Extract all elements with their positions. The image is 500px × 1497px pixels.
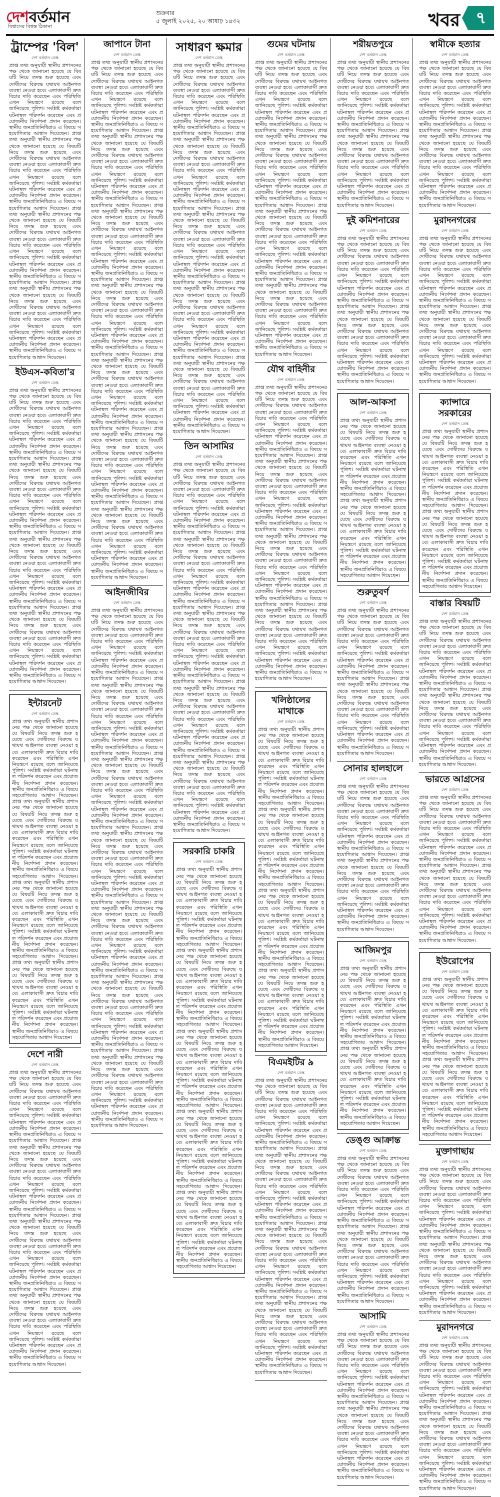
article-body: প্রাপ্ত তথ্য অনুযায়ী স্থানীয় প্রশাসনের পক্ষ থেকে জানানো হয়েছে যে বিষয়টি নিয়ে তদন্ত শুরু হয়েছে এবং দোষীদের বিরুদ্ধে যথাযথ আইনগত ব্যবস্থা নেওয়া হবে। এলাকাবাসী দ্রুত বিচার দাবি করেছেন এবং পরিস্থিতি এখন নিয়ন্ত্রণে রয়েছে বলে জানিয়েছে পুলিশ। সংশ্লিষ্ট কর্মকর্তারা ঘটনাস্থল পরিদর্শন করেছেন এবং প্রয়োজনীয় নির্দেশনা প্রদান করেছেন। স্থানীয় জনপ্রতিনিধিরাও এ বিষয়ে সহযোগিতার আশ্বাস দিয়েছেন। প্রাপ্ত তথ্য অনুযায়ী স্থানীয় প্রশাসনের পক্ষ থেকে জানানো হয়েছে যে বিষয়টি নিয়ে তদন্ত শুরু হয়েছে এবং দোষীদের বিরুদ্ধে যথাযথ আইনগত ব্যবস্থা নেওয়া হবে। এলাকাবাসী দ্রুত বিচার দাবি করেছেন এবং পরিস্থিতি এখন নিয়ন্ত্রণে রয়েছে বলে জানিয়েছে পুলিশ। সংশ্লিষ্ট কর্মকর্তারা ঘটনাস্থল পরিদর্শন করেছেন এবং প্রয়োজনীয় নির্দেশনা প্রদান করেছেন। স্থানীয় জনপ্রতিনিধিরাও এ বিষয়ে সহযোগিতার আশ্বাস দিয়েছেন।: [419, 619, 491, 768]
article-body: প্রাপ্ত তথ্য অনুযায়ী স্থানীয় প্রশাসনের পক্ষ থেকে জানানো হয়েছে যে বিষয়টি নিয়ে তদন্ত শুরু হয়েছে এবং দোষীদের বিরুদ্ধে যথাযথ আইনগত ব্যবস্থা নেওয়া হবে। এলাকাবাসী দ্রুত বিচার দাবি করেছেন এবং পরিস্থিতি এখন নিয়ন্ত্রণে রয়েছে বলে জানিয়েছে পুলিশ। সংশ্লিষ্ট কর্মকর্তারা ঘটনাস্থল পরিদর্শন করেছেন এবং প্রয়োজনীয় নির্দেশনা প্রদান করেছেন। স্থানীয় জনপ্রতিনিধিরাও এ বিষয়ে সহযোগিতার আশ্বাস দিয়েছেন। প্রাপ্ত তথ্য অনুযায়ী স্থানীয় প্রশাসনের পক্ষ থেকে জানানো হয়েছে যে বিষয়টি নিয়ে তদন্ত শুরু হয়েছে এবং দোষীদের বিরুদ্ধে যথাযথ আইনগত ব্যবস্থা নেওয়া হবে। এলাকাবাসী দ্রুত বিচার দাবি করেছেন এবং পরিস্থিতি এখন নিয়ন্ত্রণে রয়েছে বলে জানিয়েছে পুলিশ। সংশ্লিষ্ট কর্মকর্তারা ঘটনাস্থল পরিদর্শন করেছেন এবং প্রয়োজনীয় নির্দেশনা প্রদান করেছেন। স্থানীয় জনপ্রতিনিধিরাও এ বিষয়ে সহযোগিতার আশ্বাস দিয়েছেন। প্রাপ্ত তথ্য অনুযায়ী স্থানীয় প্রশাসনের পক্ষ থেকে জানানো হয়েছে যে বিষয়টি নিয়ে তদন্ত শুরু হয়েছে এবং দোষীদের বিরুদ্ধে যথাযথ আইনগত ব্যবস্থা নেওয়া হবে। এলাকাবাসী দ্রুত বিচার দাবি করেছেন এবং পরিস্থিতি এখন নিয়ন্ত্রণে রয়েছে বলে জানিয়েছে পুলিশ। সংশ্লিষ্ট কর্মকর্তারা ঘটনাস্থল পরিদর্শন করেছেন এবং প্রয়োজনীয় নির্দেশনা প্রদান করেছেন। স্থানীয় জনপ্রতিনিধিরাও এ বিষয়ে সহযোগিতার আশ্বাস দিয়েছেন। প্রাপ্ত তথ্য অনুযায়ী স্থানীয় প্রশাসনের পক্ষ থেকে জানানো হয়েছে যে বিষয়টি নিয়ে তদন্ত শুরু হয়েছে এবং দোষীদের বিরুদ্ধে যথাযথ আইনগত ব্যবস্থা নেওয়া হবে। এলাকাবাসী দ্রুত বিচার দাবি করেছেন এবং পরিস্থিতি এখন নিয়ন্ত্রণে রয়েছে বলে জানিয়েছে পুলিশ। সংশ্লিষ্ট কর্মকর্তারা ঘটনাস্থল পরিদর্শন করেছেন এবং প্রয়োজনীয় নির্দেশনা প্রদান করেছেন। স্থানীয় জনপ্রতিনিধিরাও এ বিষয়ে সহযোগিতার আশ্বাস দিয়েছেন। প্রাপ্ত তথ্য অনুযায়ী স্থানীয় প্রশাসনের পক্ষ থেকে জানানো হয়েছে যে বিষয়টি নিয়ে তদন্ত শুরু হয়েছে এবং দোষীদের বিরুদ্ধে যথাযথ আইনগত ব্যবস্থা নেওয়া হবে। এলাকাবাসী দ্রুত বিচার দাবি করেছেন এবং পরিস্থিতি এখন নিয়ন্ত্রণে রয়েছে বলে জানিয়েছে পুলিশ। সংশ্লিষ্ট কর্মকর্তারা ঘটনাস্থল পরিদর্শন করেছেন এবং প্রয়োজনীয় নির্দেশনা প্রদান করেছেন। স্থানীয় জনপ্রতিনিধিরাও এ বিষয়ে সহযোগিতার আশ্বাস দিয়েছেন।: [176, 867, 242, 1271]
divider: [337, 1485, 409, 1486]
article-dateline: দেশ বর্তমান ডেস্ক: [359, 775, 387, 781]
article-dateline: দেশ বর্তমান ডেস্ক: [31, 1062, 59, 1068]
article-dateline: দেশ বর্তমান ডেস্ক: [113, 600, 141, 606]
article-body: প্রাপ্ত তথ্য অনুযায়ী স্থানীয় প্রশাসনের পক্ষ থেকে জানানো হয়েছে যে বিষয়টি নিয়ে তদন্ত শুরু হয়েছে এবং দোষীদের বিরুদ্ধে যথাযথ আইনগত ব্যবস্থা নেওয়া হবে। এলাকাবাসী দ্রুত বিচার দাবি করেছেন এবং পরিস্থিতি এখন নিয়ন্ত্রণে রয়েছে বলে জানিয়েছে পুলিশ। সংশ্লিষ্ট কর্মকর্তারা ঘটনাস্থল পরিদর্শন করেছেন এবং প্রয়োজনীয় নির্দেশনা প্রদান করেছেন। স্থানীয় জনপ্রতিনিধিরাও এ বিষয়ে সহযোগিতার আশ্বাস দিয়েছেন। প্রাপ্ত তথ্য অনুযায়ী স্থানীয় প্রশাসনের পক্ষ থেকে জানানো হয়েছে যে বিষয়টি নিয়ে তদন্ত শুরু হয়েছে এবং দোষীদের বিরুদ্ধে যথাযথ আইনগত ব্যবস্থা নেওয়া হবে। এলাকাবাসী দ্রুত বিচার দাবি করেছেন এবং পরিস্থিতি এখন নিয়ন্ত্রণে রয়েছে বলে জানিয়েছে পুলিশ। সংশ্লিষ্ট কর্মকর্তারা ঘটনাস্থল পরিদর্শন করেছেন এবং প্রয়োজনীয় নির্দেশনা প্রদান করেছেন। স্থানীয় জনপ্রতিনিধিরাও এ বিষয়ে সহযোগিতার আশ্বাস দিয়েছেন।: [337, 1156, 409, 1305]
article-headline[interactable]: আজিমপুর: [354, 945, 392, 956]
article-dateline: দেশ বর্তমান ডেস্ক: [277, 718, 305, 724]
article-headline[interactable]: মুরাদনগরের: [433, 215, 477, 226]
divider: [419, 213, 491, 214]
article-dateline: দেশ বর্তমান ডেস্ক: [441, 420, 469, 426]
article-headline[interactable]: মুরাদনগরে: [436, 1322, 474, 1333]
divider: [255, 1055, 327, 1056]
article-body: প্রাপ্ত তথ্য অনুযায়ী স্থানীয় প্রশাসনের পক্ষ থেকে জানানো হয়েছে যে বিষয়টি নিয়ে তদন্ত শুরু হয়েছে এবং দোষীদের বিরুদ্ধে যথাযথ আইনগত ব্যবস্থা নেওয়া হবে। এলাকাবাসী দ্রুত বিচার দাবি করেছেন এবং পরিস্থিতি এখন নিয়ন্ত্রণে রয়েছে বলে জানিয়েছে পুলিশ। সংশ্লিষ্ট কর্মকর্তারা ঘটনাস্থল পরিদর্শন করেছেন এবং প্রয়োজনীয় নির্দেশনা প্রদান করেছেন। স্থানীয় জনপ্রতিনিধিরাও এ বিষয়ে সহযোগিতার আশ্বাস দিয়েছেন। প্রাপ্ত তথ্য অনুযায়ী স্থানীয় প্রশাসনের পক্ষ থেকে জানানো হয়েছে যে বিষয়টি নিয়ে তদন্ত শুরু হয়েছে এবং দোষীদের বিরুদ্ধে যথাযথ আইনগত ব্যবস্থা নেওয়া হবে। এলাকাবাসী দ্রুত বিচার দাবি করেছেন এবং পরিস্থিতি এখন নিয়ন্ত্রণে রয়েছে বলে জানিয়েছে পুলিশ। সংশ্লিষ্ট কর্মকর্তারা ঘটনাস্থল পরিদর্শন করেছেন এবং প্রয়োজনীয় নির্দেশনা প্রদান করেছেন। স্থানীয় জনপ্রতিনিধিরাও এ বিষয়ে সহযোগিতার আশ্বাস দিয়েছেন। প্রাপ্ত তথ্য অনুযায়ী স্থানীয় প্রশাসনের পক্ষ থেকে জানানো হয়েছে যে বিষয়টি নিয়ে তদন্ত শুরু হয়েছে এবং দোষীদের বিরুদ্ধে যথাযথ আইনগত ব্যবস্থা নেওয়া হবে। এলাকাবাসী দ্রুত বিচার দাবি করেছেন এবং পরিস্থিতি এখন নিয়ন্ত্রণে রয়েছে বলে জানিয়েছে পুলিশ। সংশ্লিষ্ট কর্মকর্তারা ঘটনাস্থল পরিদর্শন করেছেন এবং প্রয়োজনীয় নির্দেশনা প্রদান করেছেন। স্থানীয় জনপ্রতিনিধিরাও এ বিষয়ে সহযোগিতার আশ্বাস দিয়েছেন। প্রাপ্ত তথ্য অনুযায়ী স্থানীয় প্রশাসনের পক্ষ থেকে জানানো হয়েছে যে বিষয়টি নিয়ে তদন্ত শুরু হয়েছে এবং দোষীদের বিরুদ্ধে যথাযথ আইনগত ব্যবস্থা নেওয়া হবে। এলাকাবাসী দ্রুত বিচার দাবি করেছেন এবং পরিস্থিতি এখন নিয়ন্ত্রণে রয়েছে বলে জানিয়েছে পুলিশ। সংশ্লিষ্ট কর্মকর্তারা ঘটনাস্থল পরিদর্শন করেছেন এবং প্রয়োজনীয় নির্দেশনা প্রদান করেছেন। স্থানীয় জনপ্রতিনিধিরাও এ বিষয়ে সহযোগিতার আশ্বাস দিয়েছেন।: [258, 726, 324, 1049]
article: [173, 842, 245, 1273]
divider: [9, 365, 81, 366]
article-body: প্রাপ্ত তথ্য অনুযায়ী স্থানীয় প্রশাসনের পক্ষ থেকে জানানো হয়েছে যে বিষয়টি নিয়ে তদন্ত শুরু হয়েছে এবং দোষীদের বিরুদ্ধে যথাযথ আইনগত ব্যবস্থা নেওয়া হবে। এলাকাবাসী দ্রুত বিচার দাবি করেছেন এবং পরিস্থিতি এখন নিয়ন্ত্রণে রয়েছে বলে জানিয়েছে পুলিশ। সংশ্লিষ্ট কর্মকর্তারা ঘটনাস্থল পরিদর্শন করেছেন এবং প্রয়োজনীয় নির্দেশনা প্রদান করেছেন। স্থানীয় জনপ্রতিনিধিরাও এ বিষয়ে সহযোগিতার আশ্বাস দিয়েছেন। প্রাপ্ত তথ্য অনুযায়ী স্থানীয় প্রশাসনের পক্ষ থেকে জানানো হয়েছে যে বিষয়টি নিয়ে তদন্ত শুরু হয়েছে এবং দোষীদের বিরুদ্ধে যথাযথ আইনগত ব্যবস্থা নেওয়া হবে। এলাকাবাসী দ্রুত বিচার দাবি করেছেন এবং পরিস্থিতি এখন নিয়ন্ত্রণে রয়েছে বলে জানিয়েছে পুলিশ। সংশ্লিষ্ট কর্মকর্তারা ঘটনাস্থল পরিদর্শন করেছেন এবং প্রয়োজনীয় নির্দেশনা প্রদান করেছেন। স্থানীয় জনপ্রতিনিধিরাও এ বিষয়ে সহযোগিতার আশ্বাস দিয়েছেন।: [337, 60, 409, 209]
divider: [337, 213, 409, 214]
article-dateline: দেশ বর্তমান ডেস্ক: [359, 227, 387, 233]
article-headline[interactable]: আসামি: [359, 1311, 387, 1322]
divider: [255, 687, 327, 688]
divider: [9, 1047, 81, 1048]
article-headline[interactable]: আল-আকসা: [349, 397, 397, 408]
article-body: প্রাপ্ত তথ্য অনুযায়ী স্থানীয় প্রশাসনের পক্ষ থেকে জানানো হয়েছে যে বিষয়টি নিয়ে তদন্ত শুরু হয়েছে এবং দোষীদের বিরুদ্ধে যথাযথ আইনগত ব্যবস্থা নেওয়া হবে। এলাকাবাসী দ্রুত বিচার দাবি করেছেন এবং পরিস্থিতি এখন নিয়ন্ত্রণে রয়েছে বলে জানিয়েছে পুলিশ। সংশ্লিষ্ট কর্মকর্তারা ঘটনাস্থল পরিদর্শন করেছেন এবং প্রয়োজনীয় নির্দেশনা প্রদান করেছেন। স্থানীয় জনপ্রতিনিধিরাও এ বিষয়ে সহযোগিতার আশ্বাস দিয়েছেন। প্রাপ্ত তথ্য অনুযায়ী স্থানীয় প্রশাসনের পক্ষ থেকে জানানো হয়েছে যে বিষয়টি নিয়ে তদন্ত শুরু হয়েছে এবং দোষীদের বিরুদ্ধে যথাযথ আইনগত ব্যবস্থা নেওয়া হবে। এলাকাবাসী দ্রুত বিচার দাবি করেছেন এবং পরিস্থিতি এখন নিয়ন্ত্রণে রয়েছে বলে জানিয়েছে পুলিশ। সংশ্লিষ্ট কর্মকর্তারা ঘটনাস্থল পরিদর্শন করেছেন এবং প্রয়োজনীয় নির্দেশনা প্রদান করেছেন। স্থানীয় জনপ্রতিনিধিরাও এ বিষয়ে সহযোগিতার আশ্বাস দিয়েছেন। প্রাপ্ত তথ্য অনুযায়ী স্থানীয় প্রশাসনের পক্ষ থেকে জানানো হয়েছে যে বিষয়টি নিয়ে তদন্ত শুরু হয়েছে এবং দোষীদের বিরুদ্ধে যথাযথ আইনগত ব্যবস্থা নেওয়া হবে। এলাকাবাসী দ্রুত বিচার দাবি করেছেন এবং পরিস্থিতি এখন নিয়ন্ত্রণে রয়েছে বলে জানিয়েছে পুলিশ। সংশ্লিষ্ট কর্মকর্তারা ঘটনাস্থল পরিদর্শন করেছেন এবং প্রয়োজনীয় নির্দেশনা প্রদান করেছেন। স্থানীয় জনপ্রতিনিধিরাও এ বিষয়ে সহযোগিতার আশ্বাস দিয়েছেন। প্রাপ্ত তথ্য অনুযায়ী স্থানীয় প্রশাসনের পক্ষ থেকে জানানো হয়েছে যে বিষয়টি নিয়ে তদন্ত শুরু হয়েছে এবং দোষীদের বিরুদ্ধে যথাযথ আইনগত ব্যবস্থা নেওয়া হবে। এলাকাবাসী দ্রুত বিচার দাবি করেছেন এবং পরিস্থিতি এখন নিয়ন্ত্রণে রয়েছে বলে জানিয়েছে পুলিশ। সংশ্লিষ্ট কর্মকর্তারা ঘটনাস্থল পরিদর্শন করেছেন এবং প্রয়োজনীয় নির্দেশনা প্রদান করেছেন। স্থানীয় জনপ্রতিনিধিরাও এ বিষয়ে সহযোগিতার আশ্বাস দিয়েছেন। প্রাপ্ত তথ্য অনুযায়ী স্থানীয় প্রশাসনের পক্ষ থেকে জানানো হয়েছে যে বিষয়টি নিয়ে তদন্ত শুরু হয়েছে এবং দোষীদের বিরুদ্ধে যথাযথ আইনগত ব্যবস্থা নেওয়া হবে। এলাকাবাসী দ্রুত বিচার দাবি করেছেন এবং পরিস্থিতি এখন নিয়ন্ত্রণে রয়েছে বলে জানিয়েছে পুলিশ। সংশ্লিষ্ট কর্মকর্তারা ঘটনাস্থল পরিদর্শন করেছেন এবং প্রয়োজনীয় নির্দেশনা প্রদান করেছেন। স্থানীয় জনপ্রতিনিধিরাও এ বিষয়ে সহযোগিতার আশ্বাস দিয়েছেন।: [173, 63, 245, 435]
article-headline[interactable]: ট্রাম্পের 'বিল': [11, 40, 79, 54]
article-dateline: দেশ বর্তমান ডেস্ক: [195, 859, 223, 865]
article-headline[interactable]: ইউরোপের: [436, 956, 474, 967]
divider: [9, 690, 81, 691]
article-dateline: দেশ বর্তমান ডেস্ক: [359, 957, 387, 963]
article-dateline: দেশ বর্তমান ডেস্ক: [195, 454, 223, 460]
article: [9, 694, 81, 1045]
article: [419, 393, 491, 593]
divider: [419, 596, 491, 597]
article-headline[interactable]: ইন্টারনেট: [28, 698, 62, 709]
divider: [337, 585, 409, 586]
article: [416, 1323, 494, 1492]
article: [334, 1312, 412, 1481]
article-headline[interactable]: শরীয়তপুরে: [353, 40, 393, 50]
article: [419, 952, 491, 1141]
divider: [255, 1380, 327, 1381]
article-body: প্রাপ্ত তথ্য অনুযায়ী স্থানীয় প্রশাসনের পক্ষ থেকে জানানো হয়েছে যে বিষয়টি নিয়ে তদন্ত শুরু হয়েছে এবং দোষীদের বিরুদ্ধে যথাযথ আইনগত ব্যবস্থা নেওয়া হবে। এলাকাবাসী দ্রুত বিচার দাবি করেছেন এবং পরিস্থিতি এখন নিয়ন্ত্রণে রয়েছে বলে জানিয়েছে পুলিশ। সংশ্লিষ্ট কর্মকর্তারা ঘটনাস্থল পরিদর্শন করেছেন এবং প্রয়োজনীয় নির্দেশনা প্রদান করেছেন। স্থানীয় জনপ্রতিনিধিরাও এ বিষয়ে সহযোগিতার আশ্বাস দিয়েছেন। প্রাপ্ত তথ্য অনুযায়ী স্থানীয় প্রশাসনের পক্ষ থেকে জানানো হয়েছে যে বিষয়টি নিয়ে তদন্ত শুরু হয়েছে এবং দোষীদের বিরুদ্ধে যথাযথ আইনগত ব্যবস্থা নেওয়া হবে। এলাকাবাসী দ্রুত বিচার দাবি করেছেন এবং পরিস্থিতি এখন নিয়ন্ত্রণে রয়েছে বলে জানিয়েছে পুলিশ। সংশ্লিষ্ট কর্মকর্তারা ঘটনাস্থল পরিদর্শন করেছেন এবং প্রয়োজনীয় নির্দেশনা প্রদান করেছেন। স্থানীয় জনপ্রতিনিধিরাও এ বিষয়ে সহযোগিতার আশ্বাস দিয়েছেন।: [337, 1331, 409, 1481]
divider: [337, 937, 409, 938]
article-headline[interactable]: ইউএস-কবিতা'র: [15, 367, 75, 378]
article-dateline: দেশ বর্তমান ডেস্ক: [441, 227, 469, 233]
article-headline[interactable]: তিন আসামির: [184, 442, 234, 453]
divider: [337, 1133, 409, 1134]
divider: [419, 1320, 491, 1321]
article-dateline: দেশ বর্তমান ডেস্ক: [277, 52, 305, 57]
article-headline[interactable]: যৌথ বাহিনীর: [266, 364, 316, 375]
article: [252, 40, 330, 358]
article-headline[interactable]: স্বামীকে হত্যার: [429, 40, 481, 50]
column-3: [170, 38, 249, 1271]
article-body: প্রাপ্ত তথ্য অনুযায়ী স্থানীয় প্রশাসনের পক্ষ থেকে জানানো হয়েছে যে বিষয়টি নিয়ে তদন্ত শুরু হয়েছে এবং দোষীদের বিরুদ্ধে যথাযথ আইনগত ব্যবস্থা নেওয়া হবে। এলাকাবাসী দ্রুত বিচার দাবি করেছেন এবং পরিস্থিতি এখন নিয়ন্ত্রণে রয়েছে বলে জানিয়েছে পুলিশ। সংশ্লিষ্ট কর্মকর্তারা ঘটনাস্থল পরিদর্শন করেছেন এবং প্রয়োজনীয় নির্দেশনা প্রদান করেছেন। স্থানীয় জনপ্রতিনিধিরাও এ বিষয়ে সহযোগিতার আশ্বাস দিয়েছেন। প্রাপ্ত তথ্য অনুযায়ী স্থানীয় প্রশাসনের পক্ষ থেকে জানানো হয়েছে যে বিষয়টি নিয়ে তদন্ত শুরু হয়েছে এবং দোষীদের বিরুদ্ধে যথাযথ আইনগত ব্যবস্থা নেওয়া হবে। এলাকাবাসী দ্রুত বিচার দাবি করেছেন এবং পরিস্থিতি এখন নিয়ন্ত্রণে রয়েছে বলে জানিয়েছে পুলিশ। সংশ্লিষ্ট কর্মকর্তারা ঘটনাস্থল পরিদর্শন করেছেন এবং প্রয়োজনীয় নির্দেশনা প্রদান করেছেন। স্থানীয় জনপ্রতিনিধিরাও এ বিষয়ে সহযোগিতার আশ্বাস দিয়েছেন।: [419, 235, 491, 385]
article: [88, 40, 166, 581]
article-body: প্রাপ্ত তথ্য অনুযায়ী স্থানীয় প্রশাসনের পক্ষ থেকে জানানো হয়েছে যে বিষয়টি নিয়ে তদন্ত শুরু হয়েছে এবং দোষীদের বিরুদ্ধে যথাযথ আইনগত ব্যবস্থা নেওয়া হবে। এলাকাবাসী দ্রুত বিচার দাবি করেছেন এবং পরিস্থিতি এখন নিয়ন্ত্রণে রয়েছে বলে জানিয়েছে পুলিশ। সংশ্লিষ্ট কর্মকর্তারা ঘটনাস্থল পরিদর্শন করেছেন এবং প্রয়োজনীয় নির্দেশনা প্রদান করেছেন। স্থানীয় জনপ্রতিনিধিরাও এ বিষয়ে সহযোগিতার আশ্বাস দিয়েছেন। প্রাপ্ত তথ্য অনুযায়ী স্থানীয় প্রশাসনের পক্ষ থেকে জানানো হয়েছে যে বিষয়টি নিয়ে তদন্ত শুরু হয়েছে এবং দোষীদের বিরুদ্ধে যথাযথ আইনগত ব্যবস্থা নেওয়া হবে। এলাকাবাসী দ্রুত বিচার দাবি করেছেন এবং পরিস্থিতি এখন নিয়ন্ত্রণে রয়েছে বলে জানিয়েছে পুলিশ। সংশ্লিষ্ট কর্মকর্তারা ঘটনাস্থল পরিদর্শন করেছেন এবং প্রয়োজনীয় নির্দেশনা প্রদান করেছেন। স্থানীয় জনপ্রতিনিধিরাও এ বিষয়ে সহযোগিতার আশ্বাস দিয়েছেন।: [340, 417, 406, 579]
article: [255, 691, 327, 1053]
divider: [419, 1144, 491, 1145]
column-6: [416, 38, 494, 1492]
article-dateline: দেশ বর্তমান ডেস্ক: [441, 611, 469, 617]
divider: [173, 838, 245, 839]
article-dateline: দেশ বর্তমান ডেস্ক: [31, 379, 59, 385]
article-headline[interactable]: সোনার হালহালে: [343, 763, 403, 774]
article-headline[interactable]: সরকারি চাকরি: [183, 847, 235, 858]
article-dateline: দেশ বর্তমান ডেস্ক: [31, 710, 59, 716]
article-dateline: দেশ বর্তমান ডেস্ক: [359, 600, 387, 606]
article: [334, 1136, 412, 1305]
article-body: প্রাপ্ত তথ্য অনুযায়ী স্থানীয় প্রশাসনের পক্ষ থেকে জানানো হয়েছে যে বিষয়টি নিয়ে তদন্ত শুরু হয়েছে এবং দোষীদের বিরুদ্ধে যথাযথ আইনগত ব্যবস্থা নেওয়া হবে। এলাকাবাসী দ্রুত বিচার দাবি করেছেন এবং পরিস্থিতি এখন নিয়ন্ত্রণে রয়েছে বলে জানিয়েছে পুলিশ। সংশ্লিষ্ট কর্মকর্তারা ঘটনাস্থল পরিদর্শন করেছেন এবং প্রয়োজনীয় নির্দেশনা প্রদান করেছেন। স্থানীয় জনপ্রতিনিধিরাও এ বিষয়ে সহযোগিতার আশ্বাস দিয়েছেন। প্রাপ্ত তথ্য অনুযায়ী স্থানীয় প্রশাসনের পক্ষ থেকে জানানো হয়েছে যে বিষয়টি নিয়ে তদন্ত শুরু হয়েছে এবং দোষীদের বিরুদ্ধে যথাযথ আইনগত ব্যবস্থা নেওয়া হবে। এলাকাবাসী দ্রুত বিচার দাবি করেছেন এবং পরিস্থিতি এখন নিয়ন্ত্রণে রয়েছে বলে জানিয়েছে পুলিশ। সংশ্লিষ্ট কর্মকর্তারা ঘটনাস্থল পরিদর্শন করেছেন এবং প্রয়োজনীয় নির্দেশনা প্রদান করেছেন। স্থানীয় জনপ্রতিনিধিরাও এ বিষয়ে সহযোগিতার আশ্বাস দিয়েছেন।: [419, 60, 491, 209]
article-dateline: দেশ বর্তমান ডেস্ক: [277, 1070, 305, 1076]
article-dateline: দেশ বর্তমান ডেস্ক: [359, 1148, 387, 1154]
article-headline[interactable]: দেশে নারী: [27, 1050, 63, 1061]
article-body: প্রাপ্ত তথ্য অনুযায়ী স্থানীয় প্রশাসনের পক্ষ থেকে জানানো হয়েছে যে বিষয়টি নিয়ে তদন্ত শুরু হয়েছে এবং দোষীদের বিরুদ্ধে যথাযথ আইনগত ব্যবস্থা নেওয়া হবে। এলাকাবাসী দ্রুত বিচার দাবি করেছেন এবং পরিস্থিতি এখন নিয়ন্ত্রণে রয়েছে বলে জানিয়েছে পুলিশ। সংশ্লিষ্ট কর্মকর্তারা ঘটনাস্থল পরিদর্শন করেছেন এবং প্রয়োজনীয় নির্দেশনা প্রদান করেছেন। স্থানীয় জনপ্রতিনিধিরাও এ বিষয়ে সহযোগিতার আশ্বাস দিয়েছেন। প্রাপ্ত তথ্য অনুযায়ী স্থানীয় প্রশাসনের পক্ষ থেকে জানানো হয়েছে যে বিষয়টি নিয়ে তদন্ত শুরু হয়েছে এবং দোষীদের বিরুদ্ধে যথাযথ আইনগত ব্যবস্থা নেওয়া হবে। এলাকাবাসী দ্রুত বিচার দাবি করেছেন এবং পরিস্থিতি এখন নিয়ন্ত্রণে রয়েছে বলে জানিয়েছে পুলিশ। সংশ্লিষ্ট কর্মকর্তারা ঘটনাস্থল পরিদর্শন করেছেন এবং প্রয়োজনীয় নির্দেশনা প্রদান করেছেন। স্থানীয় জনপ্রতিনিধিরাও এ বিষয়ে সহযোগিতার আশ্বাস দিয়েছেন। প্রাপ্ত তথ্য অনুযায়ী স্থানীয় প্রশাসনের পক্ষ থেকে জানানো হয়েছে যে বিষয়টি নিয়ে তদন্ত শুরু হয়েছে এবং দোষীদের বিরুদ্ধে যথাযথ আইনগত ব্যবস্থা নেওয়া হবে। এলাকাবাসী দ্রুত বিচার দাবি করেছেন এবং পরিস্থিতি এখন নিয়ন্ত্রণে রয়েছে বলে জানিয়েছে পুলিশ। সংশ্লিষ্ট কর্মকর্তারা ঘটনাস্থল পরিদর্শন করেছেন এবং প্রয়োজনীয় নির্দেশনা প্রদান করেছেন। স্থানীয় জনপ্রতিনিধিরাও এ বিষয়ে সহযোগিতার আশ্বাস দিয়েছেন। প্রাপ্ত তথ্য অনুযায়ী স্থানীয় প্রশাসনের পক্ষ থেকে জানানো হয়েছে যে বিষয়টি নিয়ে তদন্ত শুরু হয়েছে এবং দোষীদের বিরুদ্ধে যথাযথ আইনগত ব্যবস্থা নেওয়া হবে। এলাকাবাসী দ্রুত বিচার দাবি করেছেন এবং পরিস্থিতি এখন নিয়ন্ত্রণে রয়েছে বলে জানিয়েছে পুলিশ। সংশ্লিষ্ট কর্মকর্তারা ঘটনাস্থল পরিদর্শন করেছেন এবং প্রয়োজনীয় নির্দেশনা প্রদান করেছেন। স্থানীয় জনপ্রতিনিধিরাও এ বিষয়ে সহযোগিতার আশ্বাস দিয়েছেন। প্রাপ্ত তথ্য অনুযায়ী স্থানীয় প্রশাসনের পক্ষ থেকে জানানো হয়েছে যে বিষয়টি নিয়ে তদন্ত শুরু হয়েছে এবং দোষীদের বিরুদ্ধে যথাযথ আইনগত ব্যবস্থা নেওয়া হবে। এলাকাবাসী দ্রুত বিচার দাবি করেছেন এবং পরিস্থিতি এখন নিয়ন্ত্রণে রয়েছে বলে জানিয়েছে পুলিশ। সংশ্লিষ্ট কর্মকর্তারা ঘটনাস্থল পরিদর্শন করেছেন এবং প্রয়োজনীয় নির্দেশনা প্রদান করেছেন। স্থানীয় জনপ্রতিনিধিরাও এ বিষয়ে সহযোগিতার আশ্বাস দিয়েছেন। প্রাপ্ত তথ্য অনুযায়ী স্থানীয় প্রশাসনের পক্ষ থেকে জানানো হয়েছে যে বিষয়টি নিয়ে তদন্ত শুরু হয়েছে এবং দোষীদের বিরুদ্ধে যথাযথ আইনগত ব্যবস্থা নেওয়া হবে। এলাকাবাসী দ্রুত বিচার দাবি করেছেন এবং পরিস্থিতি এখন নিয়ন্ত্রণে রয়েছে বলে জানিয়েছে পুলিশ। সংশ্লিষ্ট কর্মকর্তারা ঘটনাস্থল পরিদর্শন করেছেন এবং প্রয়োজনীয় নির্দেশনা প্রদান করেছেন। স্থানীয় জনপ্রতিনিধিরাও এ বিষয়ে সহযোগিতার আশ্বাস দিয়েছেন। প্রাপ্ত তথ্য অনুযায়ী স্থানীয় প্রশাসনের পক্ষ থেকে জানানো হয়েছে যে বিষয়টি নিয়ে তদন্ত শুরু হয়েছে এবং দোষীদের বিরুদ্ধে যথাযথ আইনগত ব্যবস্থা নেওয়া হবে। এলাকাবাসী দ্রুত বিচার দাবি করেছেন এবং পরিস্থিতি এখন নিয়ন্ত্রণে রয়েছে বলে জানিয়েছে পুলিশ। সংশ্লিষ্ট কর্মকর্তারা ঘটনাস্থল পরিদর্শন করেছেন এবং প্রয়োজনীয় নির্দেশনা প্রদান করেছেন। স্থানীয় জনপ্রতিনিধিরাও এ বিষয়ে সহযোগিতার আশ্বাস দিয়েছেন।: [91, 608, 163, 1129]
article-body: প্রাপ্ত তথ্য অনুযায়ী স্থানীয় প্রশাসনের পক্ষ থেকে জানানো হয়েছে যে বিষয়টি নিয়ে তদন্ত শুরু হয়েছে এবং দোষীদের বিরুদ্ধে যথাযথ আইনগত ব্যবস্থা নেওয়া হবে। এলাকাবাসী দ্রুত বিচার দাবি করেছেন এবং পরিস্থিতি এখন নিয়ন্ত্রণে রয়েছে বলে জানিয়েছে পুলিশ। সংশ্লিষ্ট কর্মকর্তারা ঘটনাস্থল পরিদর্শন করেছেন এবং প্রয়োজনীয় নির্দেশনা প্রদান করেছেন। স্থানীয় জনপ্রতিনিধিরাও এ বিষয়ে সহযোগিতার আশ্বাস দিয়েছেন। প্রাপ্ত তথ্য অনুযায়ী স্থানীয় প্রশাসনের পক্ষ থেকে জানানো হয়েছে যে বিষয়টি নিয়ে তদন্ত শুরু হয়েছে এবং দোষীদের বিরুদ্ধে যথাযথ আইনগত ব্যবস্থা নেওয়া হবে। এলাকাবাসী দ্রুত বিচার দাবি করেছেন এবং পরিস্থিতি এখন নিয়ন্ত্রণে রয়েছে বলে জানিয়েছে পুলিশ। সংশ্লিষ্ট কর্মকর্তারা ঘটনাস্থল পরিদর্শন করেছেন এবং প্রয়োজনীয় নির্দেশনা প্রদান করেছেন। স্থানীয় জনপ্রতিনিধিরাও এ বিষয়ে সহযোগিতার আশ্বাস দিয়েছেন। প্রাপ্ত তথ্য অনুযায়ী স্থানীয় প্রশাসনের পক্ষ থেকে জানানো হয়েছে যে বিষয়টি নিয়ে তদন্ত শুরু হয়েছে এবং দোষীদের বিরুদ্ধে যথাযথ আইনগত ব্যবস্থা নেওয়া হবে। এলাকাবাসী দ্রুত বিচার দাবি করেছেন এবং পরিস্থিতি এখন নিয়ন্ত্রণে রয়েছে বলে জানিয়েছে পুলিশ। সংশ্লিষ্ট কর্মকর্তারা ঘটনাস্থল পরিদর্শন করেছেন এবং প্রয়োজনীয় নির্দেশনা প্রদান করেছেন। স্থানীয় জনপ্রতিনিধিরাও এ বিষয়ে সহযোগিতার আশ্বাস দিয়েছেন। প্রাপ্ত তথ্য অনুযায়ী স্থানীয় প্রশাসনের পক্ষ থেকে জানানো হয়েছে যে বিষয়টি নিয়ে তদন্ত শুরু হয়েছে এবং দোষীদের বিরুদ্ধে যথাযথ আইনগত ব্যবস্থা নেওয়া হবে। এলাকাবাসী দ্রুত বিচার দাবি করেছেন এবং পরিস্থিতি এখন নিয়ন্ত্রণে রয়েছে বলে জানিয়েছে পুলিশ। সংশ্লিষ্ট কর্মকর্তারা ঘটনাস্থল পরিদর্শন করেছেন এবং প্রয়োজনীয় নির্দেশনা প্রদান করেছেন। স্থানীয় জনপ্রতিনিধিরাও এ বিষয়ে সহযোগিতার আশ্বাস দিয়েছেন।: [255, 1078, 327, 1376]
issue-date: [156, 10, 240, 26]
article-headline[interactable]: গুমের ঘটনায়: [266, 40, 316, 50]
article-headline[interactable]: মুক্তাগাছায়: [435, 1147, 475, 1158]
article: [334, 588, 412, 757]
article-body: প্রাপ্ত তথ্য অনুযায়ী স্থানীয় প্রশাসনের পক্ষ থেকে জানানো হয়েছে যে বিষয়টি নিয়ে তদন্ত শুরু হয়েছে এবং দোষীদের বিরুদ্ধে যথাযথ আইনগত ব্যবস্থা নেওয়া হবে। এলাকাবাসী দ্রুত বিচার দাবি করেছেন এবং পরিস্থিতি এখন নিয়ন্ত্রণে রয়েছে বলে জানিয়েছে পুলিশ। সংশ্লিষ্ট কর্মকর্তারা ঘটনাস্থল পরিদর্শন করেছেন এবং প্রয়োজনীয় নির্দেশনা প্রদান করেছেন। স্থানীয় জনপ্রতিনিধিরাও এ বিষয়ে সহযোগিতার আশ্বাস দিয়েছেন। প্রাপ্ত তথ্য অনুযায়ী স্থানীয় প্রশাসনের পক্ষ থেকে জানানো হয়েছে যে বিষয়টি নিয়ে তদন্ত শুরু হয়েছে এবং দোষীদের বিরুদ্ধে যথাযথ আইনগত ব্যবস্থা নেওয়া হবে। এলাকাবাসী দ্রুত বিচার দাবি করেছেন এবং পরিস্থিতি এখন নিয়ন্ত্রণে রয়েছে বলে জানিয়েছে পুলিশ। সংশ্লিষ্ট কর্মকর্তারা ঘটনাস্থল পরিদর্শন করেছেন এবং প্রয়োজনীয় নির্দেশনা প্রদান করেছেন। স্থানীয় জনপ্রতিনিধিরাও এ বিষয়ে সহযোগিতার আশ্বাস দিয়েছেন।: [337, 608, 409, 757]
article-dateline: দেশ বর্তমান ডেস্ক: [359, 1323, 387, 1329]
divider: [91, 1133, 163, 1134]
article-body: প্রাপ্ত তথ্য অনুযায়ী স্থানীয় প্রশাসনের পক্ষ থেকে জানানো হয়েছে যে বিষয়টি নিয়ে তদন্ত শুরু হয়েছে এবং দোষীদের বিরুদ্ধে যথাযথ আইনগত ব্যবস্থা নেওয়া হবে। এলাকাবাসী দ্রুত বিচার দাবি করেছেন এবং পরিস্থিতি এখন নিয়ন্ত্রণে রয়েছে বলে জানিয়েছে পুলিশ। সংশ্লিষ্ট কর্মকর্তারা ঘটনাস্থল পরিদর্শন করেছেন এবং প্রয়োজনীয় নির্দেশনা প্রদান করেছেন। স্থানীয় জনপ্রতিনিধিরাও এ বিষয়ে সহযোগিতার আশ্বাস দিয়েছেন। প্রাপ্ত তথ্য অনুযায়ী স্থানীয় প্রশাসনের পক্ষ থেকে জানানো হয়েছে যে বিষয়টি নিয়ে তদন্ত শুরু হয়েছে এবং দোষীদের বিরুদ্ধে যথাযথ আইনগত ব্যবস্থা নেওয়া হবে। এলাকাবাসী দ্রুত বিচার দাবি করেছেন এবং পরিস্থিতি এখন নিয়ন্ত্রণে রয়েছে বলে জানিয়েছে পুলিশ। সংশ্লিষ্ট কর্মকর্তারা ঘটনাস্থল পরিদর্শন করেছেন এবং প্রয়োজনীয় নির্দেশনা প্রদান করেছেন। স্থানীয় জনপ্রতিনিধিরাও এ বিষয়ে সহযোগিতার আশ্বাস দিয়েছেন। প্রাপ্ত তথ্য অনুযায়ী স্থানীয় প্রশাসনের পক্ষ থেকে জানানো হয়েছে যে বিষয়টি নিয়ে তদন্ত শুরু হয়েছে এবং দোষীদের বিরুদ্ধে যথাযথ আইনগত ব্যবস্থা নেওয়া হবে। এলাকাবাসী দ্রুত বিচার দাবি করেছেন এবং পরিস্থিতি এখন নিয়ন্ত্রণে রয়েছে বলে জানিয়েছে পুলিশ। সংশ্লিষ্ট কর্মকর্তারা ঘটনাস্থল পরিদর্শন করেছেন এবং প্রয়োজনীয় নির্দেশনা প্রদান করেছেন। স্থানীয় জনপ্রতিনিধিরাও এ বিষয়ে সহযোগিতার আশ্বাস দিয়েছেন। প্রাপ্ত তথ্য অনুযায়ী স্থানীয় প্রশাসনের পক্ষ থেকে জানানো হয়েছে যে বিষয়টি নিয়ে তদন্ত শুরু হয়েছে এবং দোষীদের বিরুদ্ধে যথাযথ আইনগত ব্যবস্থা নেওয়া হবে। এলাকাবাসী দ্রুত বিচার দাবি করেছেন এবং পরিস্থিতি এখন নিয়ন্ত্রণে রয়েছে বলে জানিয়েছে পুলিশ। সংশ্লিষ্ট কর্মকর্তারা ঘটনাস্থল পরিদর্শন করেছেন এবং প্রয়োজনীয় নির্দেশনা প্রদান করেছেন। স্থানীয় জনপ্রতিনিধিরাও এ বিষয়ে সহযোগিতার আশ্বাস দিয়েছেন।: [9, 63, 81, 361]
divider: [255, 362, 327, 363]
article: [88, 588, 166, 1129]
article-dateline: দেশ বর্তমান ডেস্ক: [31, 55, 59, 60]
article-body: প্রাপ্ত তথ্য অনুযায়ী স্থানীয় প্রশাসনের পক্ষ থেকে জানানো হয়েছে যে বিষয়টি নিয়ে তদন্ত শুরু হয়েছে এবং দোষীদের বিরুদ্ধে যথাযথ আইনগত ব্যবস্থা নেওয়া হবে। এলাকাবাসী দ্রুত বিচার দাবি করেছেন এবং পরিস্থিতি এখন নিয়ন্ত্রণে রয়েছে বলে জানিয়েছে পুলিশ। সংশ্লিষ্ট কর্মকর্তারা ঘটনাস্থল পরিদর্শন করেছেন এবং প্রয়োজনীয় নির্দেশনা প্রদান করেছেন। স্থানীয় জনপ্রতিনিধিরাও এ বিষয়ে সহযোগিতার আশ্বাস দিয়েছেন। প্রাপ্ত তথ্য অনুযায়ী স্থানীয় প্রশাসনের পক্ষ থেকে জানানো হয়েছে যে বিষয়টি নিয়ে তদন্ত শুরু হয়েছে এবং দোষীদের বিরুদ্ধে যথাযথ আইনগত ব্যবস্থা নেওয়া হবে। এলাকাবাসী দ্রুত বিচার দাবি করেছেন এবং পরিস্থিতি এখন নিয়ন্ত্রণে রয়েছে বলে জানিয়েছে পুলিশ। সংশ্লিষ্ট কর্মকর্তারা ঘটনাস্থল পরিদর্শন করেছেন এবং প্রয়োজনীয় নির্দেশনা প্রদান করেছেন। স্থানীয় জনপ্রতিনিধিরাও এ বিষয়ে সহযোগিতার আশ্বাস দিয়েছেন। প্রাপ্ত তথ্য অনুযায়ী স্থানীয় প্রশাসনের পক্ষ থেকে জানানো হয়েছে যে বিষয়টি নিয়ে তদন্ত শুরু হয়েছে এবং দোষীদের বিরুদ্ধে যথাযথ আইনগত ব্যবস্থা নেওয়া হবে। এলাকাবাসী দ্রুত বিচার দাবি করেছেন এবং পরিস্থিতি এখন নিয়ন্ত্রণে রয়েছে বলে জানিয়েছে পুলিশ। সংশ্লিষ্ট কর্মকর্তারা ঘটনাস্থল পরিদর্শন করেছেন এবং প্রয়োজনীয় নির্দেশনা প্রদান করেছেন। স্থানীয় জনপ্রতিনিধিরাও এ বিষয়ে সহযোগিতার আশ্বাস দিয়েছেন। প্রাপ্ত তথ্য অনুযায়ী স্থানীয় প্রশাসনের পক্ষ থেকে জানানো হয়েছে যে বিষয়টি নিয়ে তদন্ত শুরু হয়েছে এবং দোষীদের বিরুদ্ধে যথাযথ আইনগত ব্যবস্থা নেওয়া হবে। এলাকাবাসী দ্রুত বিচার দাবি করেছেন এবং পরিস্থিতি এখন নিয়ন্ত্রণে রয়েছে বলে জানিয়েছে পুলিশ। সংশ্লিষ্ট কর্মকর্তারা ঘটনাস্থল পরিদর্শন করেছেন এবং প্রয়োজনীয় নির্দেশনা প্রদান করেছেন। স্থানীয় জনপ্রতিনিধিরাও এ বিষয়ে সহযোগিতার আশ্বাস দিয়েছেন।: [9, 387, 81, 686]
article: [6, 368, 84, 686]
article: [334, 764, 412, 933]
divider: [337, 1309, 409, 1310]
column-5: [334, 38, 413, 1481]
article-dateline: দেশ বর্তমান ডেস্ক: [441, 1159, 469, 1165]
article-body: প্রাপ্ত তথ্য অনুযায়ী স্থানীয় প্রশাসনের পক্ষ থেকে জানানো হয়েছে যে বিষয়টি নিয়ে তদন্ত শুরু হয়েছে এবং দোষীদের বিরুদ্ধে যথাযথ আইনগত ব্যবস্থা নেওয়া হবে। এলাকাবাসী দ্রুত বিচার দাবি করেছেন এবং পরিস্থিতি এখন নিয়ন্ত্রণে রয়েছে বলে জানিয়েছে পুলিশ। সংশ্লিষ্ট কর্মকর্তারা ঘটনাস্থল পরিদর্শন করেছেন এবং প্রয়োজনীয় নির্দেশনা প্রদান করেছেন। স্থানীয় জনপ্রতিনিধিরাও এ বিষয়ে সহযোগিতার আশ্বাস দিয়েছেন। প্রাপ্ত তথ্য অনুযায়ী স্থানীয় প্রশাসনের পক্ষ থেকে জানানো হয়েছে যে বিষয়টি নিয়ে তদন্ত শুরু হয়েছে এবং দোষীদের বিরুদ্ধে যথাযথ আইনগত ব্যবস্থা নেওয়া হবে। এলাকাবাসী দ্রুত বিচার দাবি করেছেন এবং পরিস্থিতি এখন নিয়ন্ত্রণে রয়েছে বলে জানিয়েছে পুলিশ। সংশ্লিষ্ট কর্মকর্তারা ঘটনাস্থল পরিদর্শন করেছেন এবং প্রয়োজনীয় নির্দেশনা প্রদান করেছেন। স্থানীয় জনপ্রতিনিধিরাও এ বিষয়ে সহযোগিতার আশ্বাস দিয়েছেন।: [422, 428, 488, 590]
article-headline[interactable]: ক্যান্সারে সরকারের: [438, 397, 472, 419]
article: [6, 40, 84, 361]
tagline: বিশ্বাসের বিশ্বস্ত ঠিকানা: [8, 24, 52, 30]
article-dateline: দেশ বর্তমান ডেস্ক: [441, 52, 469, 57]
article-headline[interactable]: আইনজীবির: [105, 588, 149, 599]
issue-date-text: ৫ জুলাই ২০২৫, ২০ আষাঢ় ১৪৩২: [156, 18, 241, 25]
article-headline[interactable]: জাপানে টানা: [103, 40, 151, 50]
column-4: [252, 38, 331, 1376]
article: [170, 442, 248, 834]
article-body: প্রাপ্ত তথ্য অনুযায়ী স্থানীয় প্রশাসনের পক্ষ থেকে জানানো হয়েছে যে বিষয়টি নিয়ে তদন্ত শুরু হয়েছে এবং দোষীদের বিরুদ্ধে যথাযথ আইনগত ব্যবস্থা নেওয়া হবে। এলাকাবাসী দ্রুত বিচার দাবি করেছেন এবং পরিস্থিতি এখন নিয়ন্ত্রণে রয়েছে বলে জানিয়েছে পুলিশ। সংশ্লিষ্ট কর্মকর্তারা ঘটনাস্থল পরিদর্শন করেছেন এবং প্রয়োজনীয় নির্দেশনা প্রদান করেছেন। স্থানীয় জনপ্রতিনিধিরাও এ বিষয়ে সহযোগিতার আশ্বাস দিয়েছেন। প্রাপ্ত তথ্য অনুযায়ী স্থানীয় প্রশাসনের পক্ষ থেকে জানানো হয়েছে যে বিষয়টি নিয়ে তদন্ত শুরু হয়েছে এবং দোষীদের বিরুদ্ধে যথাযথ আইনগত ব্যবস্থা নেওয়া হবে। এলাকাবাসী দ্রুত বিচার দাবি করেছেন এবং পরিস্থিতি এখন নিয়ন্ত্রণে রয়েছে বলে জানিয়েছে পুলিশ। সংশ্লিষ্ট কর্মকর্তারা ঘটনাস্থল পরিদর্শন করেছেন এবং প্রয়োজনীয় নির্দেশনা প্রদান করেছেন। স্থানীয় জনপ্রতিনিধিরাও এ বিষয়ে সহযোগিতার আশ্বাস দিয়েছেন। প্রাপ্ত তথ্য অনুযায়ী স্থানীয় প্রশাসনের পক্ষ থেকে জানানো হয়েছে যে বিষয়টি নিয়ে তদন্ত শুরু হয়েছে এবং দোষীদের বিরুদ্ধে যথাযথ আইনগত ব্যবস্থা নেওয়া হবে। এলাকাবাসী দ্রুত বিচার দাবি করেছেন এবং পরিস্থিতি এখন নিয়ন্ত্রণে রয়েছে বলে জানিয়েছে পুলিশ। সংশ্লিষ্ট কর্মকর্তারা ঘটনাস্থল পরিদর্শন করেছেন এবং প্রয়োজনীয় নির্দেশনা প্রদান করেছেন। স্থানীয় জনপ্রতিনিধিরাও এ বিষয়ে সহযোগিতার আশ্বাস দিয়েছেন। প্রাপ্ত তথ্য অনুযায়ী স্থানীয় প্রশাসনের পক্ষ থেকে জানানো হয়েছে যে বিষয়টি নিয়ে তদন্ত শুরু হয়েছে এবং দোষীদের বিরুদ্ধে যথাযথ আইনগত ব্যবস্থা নেওয়া হবে। এলাকাবাসী দ্রুত বিচার দাবি করেছেন এবং পরিস্থিতি এখন নিয়ন্ত্রণে রয়েছে বলে জানিয়েছে পুলিশ। সংশ্লিষ্ট কর্মকর্তারা ঘটনাস্থল পরিদর্শন করেছেন এবং প্রয়োজনীয় নির্দেশনা প্রদান করেছেন। স্থানীয় জনপ্রতিনিধিরাও এ বিষয়ে সহযোগিতার আশ্বাস দিয়েছেন।: [255, 60, 327, 358]
article: [334, 216, 412, 385]
article-body: প্রাপ্ত তথ্য অনুযায়ী স্থানীয় প্রশাসনের পক্ষ থেকে জানানো হয়েছে যে বিষয়টি নিয়ে তদন্ত শুরু হয়েছে এবং দোষীদের বিরুদ্ধে যথাযথ আইনগত ব্যবস্থা নেওয়া হবে। এলাকাবাসী দ্রুত বিচার দাবি করেছেন এবং পরিস্থিতি এখন নিয়ন্ত্রণে রয়েছে বলে জানিয়েছে পুলিশ। সংশ্লিষ্ট কর্মকর্তারা ঘটনাস্থল পরিদর্শন করেছেন এবং প্রয়োজনীয় নির্দেশনা প্রদান করেছেন। স্থানীয় জনপ্রতিনিধিরাও এ বিষয়ে সহযোগিতার আশ্বাস দিয়েছেন। প্রাপ্ত তথ্য অনুযায়ী স্থানীয় প্রশাসনের পক্ষ থেকে জানানো হয়েছে যে বিষয়টি নিয়ে তদন্ত শুরু হয়েছে এবং দোষীদের বিরুদ্ধে যথাযথ আইনগত ব্যবস্থা নেওয়া হবে। এলাকাবাসী দ্রুত বিচার দাবি করেছেন এবং পরিস্থিতি এখন নিয়ন্ত্রণে রয়েছে বলে জানিয়েছে পুলিশ। সংশ্লিষ্ট কর্মকর্তারা ঘটনাস্থল পরিদর্শন করেছেন এবং প্রয়োজনীয় নির্দেশনা প্রদান করেছেন। স্থানীয় জনপ্রতিনিধিরাও এ বিষয়ে সহযোগিতার আশ্বাস দিয়েছেন।: [419, 1342, 491, 1492]
article-body: প্রাপ্ত তথ্য অনুযায়ী স্থানীয় প্রশাসনের পক্ষ থেকে জানানো হয়েছে যে বিষয়টি নিয়ে তদন্ত শুরু হয়েছে এবং দোষীদের বিরুদ্ধে যথাযথ আইনগত ব্যবস্থা নেওয়া হবে। এলাকাবাসী দ্রুত বিচার দাবি করেছেন এবং পরিস্থিতি এখন নিয়ন্ত্রণে রয়েছে বলে জানিয়েছে পুলিশ। সংশ্লিষ্ট কর্মকর্তারা ঘটনাস্থল পরিদর্শন করেছেন এবং প্রয়োজনীয় নির্দেশনা প্রদান করেছেন। স্থানীয় জনপ্রতিনিধিরাও এ বিষয়ে সহযোগিতার আশ্বাস দিয়েছেন। প্রাপ্ত তথ্য অনুযায়ী স্থানীয় প্রশাসনের পক্ষ থেকে জানানো হয়েছে যে বিষয়টি নিয়ে তদন্ত শুরু হয়েছে এবং দোষীদের বিরুদ্ধে যথাযথ আইনগত ব্যবস্থা নেওয়া হবে। এলাকাবাসী দ্রুত বিচার দাবি করেছেন এবং পরিস্থিতি এখন নিয়ন্ত্রণে রয়েছে বলে জানিয়েছে পুলিশ। সংশ্লিষ্ট কর্মকর্তারা ঘটনাস্থল পরিদর্শন করেছেন এবং প্রয়োজনীয় নির্দেশনা প্রদান করেছেন। স্থানীয় জনপ্রতিনিধিরাও এ বিষয়ে সহযোগিতার আশ্বাস দিয়েছেন। প্রাপ্ত তথ্য অনুযায়ী স্থানীয় প্রশাসনের পক্ষ থেকে জানানো হয়েছে যে বিষয়টি নিয়ে তদন্ত শুরু হয়েছে এবং দোষীদের বিরুদ্ধে যথাযথ আইনগত ব্যবস্থা নেওয়া হবে। এলাকাবাসী দ্রুত বিচার দাবি করেছেন এবং পরিস্থিতি এখন নিয়ন্ত্রণে রয়েছে বলে জানিয়েছে পুলিশ। সংশ্লিষ্ট কর্মকর্তারা ঘটনাস্থল পরিদর্শন করেছেন এবং প্রয়োজনীয় নির্দেশনা প্রদান করেছেন। স্থানীয় জনপ্রতিনিধিরাও এ বিষয়ে সহযোগিতার আশ্বাস দিয়েছেন। প্রাপ্ত তথ্য অনুযায়ী স্থানীয় প্রশাসনের পক্ষ থেকে জানানো হয়েছে যে বিষয়টি নিয়ে তদন্ত শুরু হয়েছে এবং দোষীদের বিরুদ্ধে যথাযথ আইনগত ব্যবস্থা নেওয়া হবে। এলাকাবাসী দ্রুত বিচার দাবি করেছেন এবং পরিস্থিতি এখন নিয়ন্ত্রণে রয়েছে বলে জানিয়েছে পুলিশ। সংশ্লিষ্ট কর্মকর্তারা ঘটনাস্থল পরিদর্শন করেছেন এবং প্রয়োজনীয় নির্দেশনা প্রদান করেছেন। স্থানীয় জনপ্রতিনিধিরাও এ বিষয়ে সহযোগিতার আশ্বাস দিয়েছেন। প্রাপ্ত তথ্য অনুযায়ী স্থানীয় প্রশাসনের পক্ষ থেকে জানানো হয়েছে যে বিষয়টি নিয়ে তদন্ত শুরু হয়েছে এবং দোষীদের বিরুদ্ধে যথাযথ আইনগত ব্যবস্থা নেওয়া হবে। এলাকাবাসী দ্রুত বিচার দাবি করেছেন এবং পরিস্থিতি এখন নিয়ন্ত্রণে রয়েছে বলে জানিয়েছে পুলিশ। সংশ্লিষ্ট কর্মকর্তারা ঘটনাস্থল পরিদর্শন করেছেন এবং প্রয়োজনীয় নির্দেশনা প্রদান করেছেন। স্থানীয় জনপ্রতিনিধিরাও এ বিষয়ে সহযোগিতার আশ্বাস দিয়েছেন। প্রাপ্ত তথ্য অনুযায়ী স্থানীয় প্রশাসনের পক্ষ থেকে জানানো হয়েছে যে বিষয়টি নিয়ে তদন্ত শুরু হয়েছে এবং দোষীদের বিরুদ্ধে যথাযথ আইনগত ব্যবস্থা নেওয়া হবে। এলাকাবাসী দ্রুত বিচার দাবি করেছেন এবং পরিস্থিতি এখন নিয়ন্ত্রণে রয়েছে বলে জানিয়েছে পুলিশ। সংশ্লিষ্ট কর্মকর্তারা ঘটনাস্থল পরিদর্শন করেছেন এবং প্রয়োজনীয় নির্দেশনা প্রদান করেছেন। স্থানীয় জনপ্রতিনিধিরাও এ বিষয়ে সহযোগিতার আশ্বাস দিয়েছেন। প্রাপ্ত তথ্য অনুযায়ী স্থানীয় প্রশাসনের পক্ষ থেকে জানানো হয়েছে যে বিষয়টি নিয়ে তদন্ত শুরু হয়েছে এবং দোষীদের বিরুদ্ধে যথাযথ আইনগত ব্যবস্থা নেওয়া হবে। এলাকাবাসী দ্রুত বিচার দাবি করেছেন এবং পরিস্থিতি এখন নিয়ন্ত্রণে রয়েছে বলে জানিয়েছে পুলিশ। সংশ্লিষ্ট কর্মকর্তারা ঘটনাস্থল পরিদর্শন করেছেন এবং প্রয়োজনীয় নির্দেশনা প্রদান করেছেন। স্থানীয় জনপ্রতিনিধিরাও এ বিষয়ে সহযোগিতার আশ্বাস দিয়েছেন।: [91, 60, 163, 581]
article-body: প্রাপ্ত তথ্য অনুযায়ী স্থানীয় প্রশাসনের পক্ষ থেকে জানানো হয়েছে যে বিষয়টি নিয়ে তদন্ত শুরু হয়েছে এবং দোষীদের বিরুদ্ধে যথাযথ আইনগত ব্যবস্থা নেওয়া হবে। এলাকাবাসী দ্রুত বিচার দাবি করেছেন এবং পরিস্থিতি এখন নিয়ন্ত্রণে রয়েছে বলে জানিয়েছে পুলিশ। সংশ্লিষ্ট কর্মকর্তারা ঘটনাস্থল পরিদর্শন করেছেন এবং প্রয়োজনীয় নির্দেশনা প্রদান করেছেন। স্থানীয় জনপ্রতিনিধিরাও এ বিষয়ে সহযোগিতার আশ্বাস দিয়েছেন। প্রাপ্ত তথ্য অনুযায়ী স্থানীয় প্রশাসনের পক্ষ থেকে জানানো হয়েছে যে বিষয়টি নিয়ে তদন্ত শুরু হয়েছে এবং দোষীদের বিরুদ্ধে যথাযথ আইনগত ব্যবস্থা নেওয়া হবে। এলাকাবাসী দ্রুত বিচার দাবি করেছেন এবং পরিস্থিতি এখন নিয়ন্ত্রণে রয়েছে বলে জানিয়েছে পুলিশ। সংশ্লিষ্ট কর্মকর্তারা ঘটনাস্থল পরিদর্শন করেছেন এবং প্রয়োজনীয় নির্দেশনা প্রদান করেছেন। স্থানীয় জনপ্রতিনিধিরাও এ বিষয়ে সহযোগিতার আশ্বাস দিয়েছেন। প্রাপ্ত তথ্য অনুযায়ী স্থানীয় প্রশাসনের পক্ষ থেকে জানানো হয়েছে যে বিষয়টি নিয়ে তদন্ত শুরু হয়েছে এবং দোষীদের বিরুদ্ধে যথাযথ আইনগত ব্যবস্থা নেওয়া হবে। এলাকাবাসী দ্রুত বিচার দাবি করেছেন এবং পরিস্থিতি এখন নিয়ন্ত্রণে রয়েছে বলে জানিয়েছে পুলিশ। সংশ্লিষ্ট কর্মকর্তারা ঘটনাস্থল পরিদর্শন করেছেন এবং প্রয়োজনীয় নির্দেশনা প্রদান করেছেন। স্থানীয় জনপ্রতিনিধিরাও এ বিষয়ে সহযোগিতার আশ্বাস দিয়েছেন। প্রাপ্ত তথ্য অনুযায়ী স্থানীয় প্রশাসনের পক্ষ থেকে জানানো হয়েছে যে বিষয়টি নিয়ে তদন্ত শুরু হয়েছে এবং দোষীদের বিরুদ্ধে যথাযথ আইনগত ব্যবস্থা নেওয়া হবে। এলাকাবাসী দ্রুত বিচার দাবি করেছেন এবং পরিস্থিতি এখন নিয়ন্ত্রণে রয়েছে বলে জানিয়েছে পুলিশ। সংশ্লিষ্ট কর্মকর্তারা ঘটনাস্থল পরিদর্শন করেছেন এবং প্রয়োজনীয় নির্দেশনা প্রদান করেছেন। স্থানীয় জনপ্রতিনিধিরাও এ বিষয়ে সহযোগিতার আশ্বাস দিয়েছেন।: [255, 384, 327, 683]
article-dateline: দেশ বর্তমান ডেস্ক: [441, 1334, 469, 1340]
article: [252, 1058, 330, 1376]
column-2: [88, 38, 167, 1129]
article-headline[interactable]: শুরুতুবর্ণ: [357, 588, 389, 599]
article-body: প্রাপ্ত তথ্য অনুযায়ী স্থানীয় প্রশাসনের পক্ষ থেকে জানানো হয়েছে যে বিষয়টি নিয়ে তদন্ত শুরু হয়েছে এবং দোষীদের বিরুদ্ধে যথাযথ আইনগত ব্যবস্থা নেওয়া হবে। এলাকাবাসী দ্রুত বিচার দাবি করেছেন এবং পরিস্থিতি এখন নিয়ন্ত্রণে রয়েছে বলে জানিয়েছে পুলিশ। সংশ্লিষ্ট কর্মকর্তারা ঘটনাস্থল পরিদর্শন করেছেন এবং প্রয়োজনীয় নির্দেশনা প্রদান করেছেন। স্থানীয় জনপ্রতিনিধিরাও এ বিষয়ে সহযোগিতার আশ্বাস দিয়েছেন। প্রাপ্ত তথ্য অনুযায়ী স্থানীয় প্রশাসনের পক্ষ থেকে জানানো হয়েছে যে বিষয়টি নিয়ে তদন্ত শুরু হয়েছে এবং দোষীদের বিরুদ্ধে যথাযথ আইনগত ব্যবস্থা নেওয়া হবে। এলাকাবাসী দ্রুত বিচার দাবি করেছেন এবং পরিস্থিতি এখন নিয়ন্ত্রণে রয়েছে বলে জানিয়েছে পুলিশ। সংশ্লিষ্ট কর্মকর্তারা ঘটনাস্থল পরিদর্শন করেছেন এবং প্রয়োজনীয় নির্দেশনা প্রদান করেছেন। স্থানীয় জনপ্রতিনিধিরাও এ বিষয়ে সহযোগিতার আশ্বাস দিয়েছেন। প্রাপ্ত তথ্য অনুযায়ী স্থানীয় প্রশাসনের পক্ষ থেকে জানানো হয়েছে যে বিষয়টি নিয়ে তদন্ত শুরু হয়েছে এবং দোষীদের বিরুদ্ধে যথাযথ আইনগত ব্যবস্থা নেওয়া হবে। এলাকাবাসী দ্রুত বিচার দাবি করেছেন এবং পরিস্থিতি এখন নিয়ন্ত্রণে রয়েছে বলে জানিয়েছে পুলিশ। সংশ্লিষ্ট কর্মকর্তারা ঘটনাস্থল পরিদর্শন করেছেন এবং প্রয়োজনীয় নির্দেশনা প্রদান করেছেন। স্থানীয় জনপ্রতিনিধিরাও এ বিষয়ে সহযোগিতার আশ্বাস দিয়েছেন। প্রাপ্ত তথ্য অনুযায়ী স্থানীয় প্রশাসনের পক্ষ থেকে জানানো হয়েছে যে বিষয়টি নিয়ে তদন্ত শুরু হয়েছে এবং দোষীদের বিরুদ্ধে যথাযথ আইনগত ব্যবস্থা নেওয়া হবে। এলাকাবাসী দ্রুত বিচার দাবি করেছেন এবং পরিস্থিতি এখন নিয়ন্ত্রণে রয়েছে বলে জানিয়েছে পুলিশ। সংশ্লিষ্ট কর্মকর্তারা ঘটনাস্থল পরিদর্শন করেছেন এবং প্রয়োজনীয় নির্দেশনা প্রদান করেছেন। স্থানীয় জনপ্রতিনিধিরাও এ বিষয়ে সহযোগিতার আশ্বাস দিয়েছেন। প্রাপ্ত তথ্য অনুযায়ী স্থানীয় প্রশাসনের পক্ষ থেকে জানানো হয়েছে যে বিষয়টি নিয়ে তদন্ত শুরু হয়েছে এবং দোষীদের বিরুদ্ধে যথাযথ আইনগত ব্যবস্থা নেওয়া হবে। এলাকাবাসী দ্রুত বিচার দাবি করেছেন এবং পরিস্থিতি এখন নিয়ন্ত্রণে রয়েছে বলে জানিয়েছে পুলিশ। সংশ্লিষ্ট কর্মকর্তারা ঘটনাস্থল পরিদর্শন করেছেন এবং প্রয়োজনীয় নির্দেশনা প্রদান করেছেন। স্থানীয় জনপ্রতিনিধিরাও এ বিষয়ে সহযোগিতার আশ্বাস দিয়েছেন।: [173, 462, 245, 835]
article: [416, 40, 494, 209]
divider: [337, 389, 409, 390]
column-1: [6, 38, 85, 1368]
article-headline[interactable]: ডেঙ্গু আক্রান্ত: [345, 1136, 401, 1147]
divider: [91, 585, 163, 586]
article-body: প্রাপ্ত তথ্য অনুযায়ী স্থানীয় প্রশাসনের পক্ষ থেকে জানানো হয়েছে যে বিষয়টি নিয়ে তদন্ত শুরু হয়েছে এবং দোষীদের বিরুদ্ধে যথাযথ আইনগত ব্যবস্থা নেওয়া হবে। এলাকাবাসী দ্রুত বিচার দাবি করেছেন এবং পরিস্থিতি এখন নিয়ন্ত্রণে রয়েছে বলে জানিয়েছে পুলিশ। সংশ্লিষ্ট কর্মকর্তারা ঘটনাস্থল পরিদর্শন করেছেন এবং প্রয়োজনীয় নির্দেশনা প্রদান করেছেন। স্থানীয় জনপ্রতিনিধিরাও এ বিষয়ে সহযোগিতার আশ্বাস দিয়েছেন। প্রাপ্ত তথ্য অনুযায়ী স্থানীয় প্রশাসনের পক্ষ থেকে জানানো হয়েছে যে বিষয়টি নিয়ে তদন্ত শুরু হয়েছে এবং দোষীদের বিরুদ্ধে যথাযথ আইনগত ব্যবস্থা নেওয়া হবে। এলাকাবাসী দ্রুত বিচার দাবি করেছেন এবং পরিস্থিতি এখন নিয়ন্ত্রণে রয়েছে বলে জানিয়েছে পুলিশ। সংশ্লিষ্ট কর্মকর্তারা ঘটনাস্থল পরিদর্শন করেছেন এবং প্রয়োজনীয় নির্দেশনা প্রদান করেছেন। স্থানীয় জনপ্রতিনিধিরাও এ বিষয়ে সহযোগিতার আশ্বাস দিয়েছেন।: [337, 783, 409, 933]
article-body: প্রাপ্ত তথ্য অনুযায়ী স্থানীয় প্রশাসনের পক্ষ থেকে জানানো হয়েছে যে বিষয়টি নিয়ে তদন্ত শুরু হয়েছে এবং দোষীদের বিরুদ্ধে যথাযথ আইনগত ব্যবস্থা নেওয়া হবে। এলাকাবাসী দ্রুত বিচার দাবি করেছেন এবং পরিস্থিতি এখন নিয়ন্ত্রণে রয়েছে বলে জানিয়েছে পুলিশ। সংশ্লিষ্ট কর্মকর্তারা ঘটনাস্থল পরিদর্শন করেছেন এবং প্রয়োজনীয় নির্দেশনা প্রদান করেছেন। স্থানীয় জনপ্রতিনিধিরাও এ বিষয়ে সহযোগিতার আশ্বাস দিয়েছেন। প্রাপ্ত তথ্য অনুযায়ী স্থানীয় প্রশাসনের পক্ষ থেকে জানানো হয়েছে যে বিষয়টি নিয়ে তদন্ত শুরু হয়েছে এবং দোষীদের বিরুদ্ধে যথাযথ আইনগত ব্যবস্থা নেওয়া হবে। এলাকাবাসী দ্রুত বিচার দাবি করেছেন এবং পরিস্থিতি এখন নিয়ন্ত্রণে রয়েছে বলে জানিয়েছে পুলিশ। সংশ্লিষ্ট কর্মকর্তারা ঘটনাস্থল পরিদর্শন করেছেন এবং প্রয়োজনীয় নির্দেশনা প্রদান করেছেন। স্থানীয় জনপ্রতিনিধিরাও এ বিষয়ে সহযোগিতার আশ্বাস দিয়েছেন। প্রাপ্ত তথ্য অনুযায়ী স্থানীয় প্রশাসনের পক্ষ থেকে জানানো হয়েছে যে বিষয়টি নিয়ে তদন্ত শুরু হয়েছে এবং দোষীদের বিরুদ্ধে যথাযথ আইনগত ব্যবস্থা নেওয়া হবে। এলাকাবাসী দ্রুত বিচার দাবি করেছেন এবং পরিস্থিতি এখন নিয়ন্ত্রণে রয়েছে বলে জানিয়েছে পুলিশ। সংশ্লিষ্ট কর্মকর্তারা ঘটনাস্থল পরিদর্শন করেছেন এবং প্রয়োজনীয় নির্দেশনা প্রদান করেছেন। স্থানীয় জনপ্রতিনিধিরাও এ বিষয়ে সহযোগিতার আশ্বাস দিয়েছেন। প্রাপ্ত তথ্য অনুযায়ী স্থানীয় প্রশাসনের পক্ষ থেকে জানানো হয়েছে যে বিষয়টি নিয়ে তদন্ত শুরু হয়েছে এবং দোষীদের বিরুদ্ধে যথাযথ আইনগত ব্যবস্থা নেওয়া হবে। এলাকাবাসী দ্রুত বিচার দাবি করেছেন এবং পরিস্থিতি এখন নিয়ন্ত্রণে রয়েছে বলে জানিয়েছে পুলিশ। সংশ্লিষ্ট কর্মকর্তারা ঘটনাস্থল পরিদর্শন করেছেন এবং প্রয়োজনীয় নির্দেশনা প্রদান করেছেন। স্থানীয় জনপ্রতিনিধিরাও এ বিষয়ে সহযোগিতার আশ্বাস দিয়েছেন।: [12, 718, 78, 1041]
masthead: [6, 4, 494, 36]
article: [337, 393, 409, 582]
article: [334, 40, 412, 209]
page-number: ৭: [468, 6, 494, 30]
issue-day: শুক্রবার: [156, 10, 175, 17]
article: [416, 1147, 494, 1316]
article-body: প্রাপ্ত তথ্য অনুযায়ী স্থানীয় প্রশাসনের পক্ষ থেকে জানানো হয়েছে যে বিষয়টি নিয়ে তদন্ত শুরু হয়েছে এবং দোষীদের বিরুদ্ধে যথাযথ আইনগত ব্যবস্থা নেওয়া হবে। এলাকাবাসী দ্রুত বিচার দাবি করেছেন এবং পরিস্থিতি এখন নিয়ন্ত্রণে রয়েছে বলে জানিয়েছে পুলিশ। সংশ্লিষ্ট কর্মকর্তারা ঘটনাস্থল পরিদর্শন করেছেন এবং প্রয়োজনীয় নির্দেশনা প্রদান করেছেন। স্থানীয় জনপ্রতিনিধিরাও এ বিষয়ে সহযোগিতার আশ্বাস দিয়েছেন। প্রাপ্ত তথ্য অনুযায়ী স্থানীয় প্রশাসনের পক্ষ থেকে জানানো হয়েছে যে বিষয়টি নিয়ে তদন্ত শুরু হয়েছে এবং দোষীদের বিরুদ্ধে যথাযথ আইনগত ব্যবস্থা নেওয়া হবে। এলাকাবাসী দ্রুত বিচার দাবি করেছেন এবং পরিস্থিতি এখন নিয়ন্ত্রণে রয়েছে বলে জানিয়েছে পুলিশ। সংশ্লিষ্ট কর্মকর্তারা ঘটনাস্থল পরিদর্শন করেছেন এবং প্রয়োজনীয় নির্দেশনা প্রদান করেছেন। স্থানীয় জনপ্রতিনিধিরাও এ বিষয়ে সহযোগিতার আশ্বাস দিয়েছেন।: [337, 235, 409, 385]
divider: [173, 1277, 245, 1278]
article-headline[interactable]: সাধারণ ক্ষমার: [175, 40, 243, 54]
article-headline[interactable]: বাস্তার বিষয়টি: [429, 599, 481, 610]
article-dateline: দেশ বর্তমান ডেস্ক: [277, 376, 305, 382]
article-dateline: দেশ বর্তমান ডেস্ক: [195, 55, 223, 60]
article: [416, 775, 494, 944]
article-headline[interactable]: দুই কমিশনারের: [346, 215, 400, 226]
article-body: প্রাপ্ত তথ্য অনুযায়ী স্থানীয় প্রশাসনের পক্ষ থেকে জানানো হয়েছে যে বিষয়টি নিয়ে তদন্ত শুরু হয়েছে এবং দোষীদের বিরুদ্ধে যথাযথ আইনগত ব্যবস্থা নেওয়া হবে। এলাকাবাসী দ্রুত বিচার দাবি করেছেন এবং পরিস্থিতি এখন নিয়ন্ত্রণে রয়েছে বলে জানিয়েছে পুলিশ। সংশ্লিষ্ট কর্মকর্তারা ঘটনাস্থল পরিদর্শন করেছেন এবং প্রয়োজনীয় নির্দেশনা প্রদান করেছেন। স্থানীয় জনপ্রতিনিধিরাও এ বিষয়ে সহযোগিতার আশ্বাস দিয়েছেন। প্রাপ্ত তথ্য অনুযায়ী স্থানীয় প্রশাসনের পক্ষ থেকে জানানো হয়েছে যে বিষয়টি নিয়ে তদন্ত শুরু হয়েছে এবং দোষীদের বিরুদ্ধে যথাযথ আইনগত ব্যবস্থা নেওয়া হবে। এলাকাবাসী দ্রুত বিচার দাবি করেছেন এবং পরিস্থিতি এখন নিয়ন্ত্রণে রয়েছে বলে জানিয়েছে পুলিশ। সংশ্লিষ্ট কর্মকর্তারা ঘটনাস্থল পরিদর্শন করেছেন এবং প্রয়োজনীয় নির্দেশনা প্রদান করেছেন। স্থানীয় জনপ্রতিনিধিরাও এ বিষয়ে সহযোগিতার আশ্বাস দিয়েছেন।: [340, 965, 406, 1127]
section-title: খবর: [428, 10, 460, 31]
article-headline[interactable]: ভারতে আগ্রসের: [425, 774, 485, 785]
article-dateline: দেশ বর্তমান ডেস্ক: [359, 52, 387, 57]
article: [252, 365, 330, 683]
divider: [9, 1372, 81, 1373]
article-dateline: দেশ বর্তমান ডেস্ক: [441, 786, 469, 792]
newspaper-logo: দেশবর্তমান: [6, 8, 71, 26]
divider: [337, 761, 409, 762]
article-body: প্রাপ্ত তথ্য অনুযায়ী স্থানীয় প্রশাসনের পক্ষ থেকে জানানো হয়েছে যে বিষয়টি নিয়ে তদন্ত শুরু হয়েছে এবং দোষীদের বিরুদ্ধে যথাযথ আইনগত ব্যবস্থা নেওয়া হবে। এলাকাবাসী দ্রুত বিচার দাবি করেছেন এবং পরিস্থিতি এখন নিয়ন্ত্রণে রয়েছে বলে জানিয়েছে পুলিশ। সংশ্লিষ্ট কর্মকর্তারা ঘটনাস্থল পরিদর্শন করেছেন এবং প্রয়োজনীয় নির্দেশনা প্রদান করেছেন। স্থানীয় জনপ্রতিনিধিরাও এ বিষয়ে সহযোগিতার আশ্বাস দিয়েছেন। প্রাপ্ত তথ্য অনুযায়ী স্থানীয় প্রশাসনের পক্ষ থেকে জানানো হয়েছে যে বিষয়টি নিয়ে তদন্ত শুরু হয়েছে এবং দোষীদের বিরুদ্ধে যথাযথ আইনগত ব্যবস্থা নেওয়া হবে। এলাকাবাসী দ্রুত বিচার দাবি করেছেন এবং পরিস্থিতি এখন নিয়ন্ত্রণে রয়েছে বলে জানিয়েছে পুলিশ। সংশ্লিষ্ট কর্মকর্তারা ঘটনাস্থল পরিদর্শন করেছেন এবং প্রয়োজনীয় নির্দেশনা প্রদান করেছেন। স্থানীয় জনপ্রতিনিধিরাও এ বিষয়ে সহযোগিতার আশ্বাস দিয়েছেন। প্রাপ্ত তথ্য অনুযায়ী স্থানীয় প্রশাসনের পক্ষ থেকে জানানো হয়েছে যে বিষয়টি নিয়ে তদন্ত শুরু হয়েছে এবং দোষীদের বিরুদ্ধে যথাযথ আইনগত ব্যবস্থা নেওয়া হবে। এলাকাবাসী দ্রুত বিচার দাবি করেছেন এবং পরিস্থিতি এখন নিয়ন্ত্রণে রয়েছে বলে জানিয়েছে পুলিশ। সংশ্লিষ্ট কর্মকর্তারা ঘটনাস্থল পরিদর্শন করেছেন এবং প্রয়োজনীয় নির্দেশনা প্রদান করেছেন। স্থানীয় জনপ্রতিনিধিরাও এ বিষয়ে সহযোগিতার আশ্বাস দিয়েছেন। প্রাপ্ত তথ্য অনুযায়ী স্থানীয় প্রশাসনের পক্ষ থেকে জানানো হয়েছে যে বিষয়টি নিয়ে তদন্ত শুরু হয়েছে এবং দোষীদের বিরুদ্ধে যথাযথ আইনগত ব্যবস্থা নেওয়া হবে। এলাকাবাসী দ্রুত বিচার দাবি করেছেন এবং পরিস্থিতি এখন নিয়ন্ত্রণে রয়েছে বলে জানিয়েছে পুলিশ। সংশ্লিষ্ট কর্মকর্তারা ঘটনাস্থল পরিদর্শন করেছেন এবং প্রয়োজনীয় নির্দেশনা প্রদান করেছেন। স্থানীয় জনপ্রতিনিধিরাও এ বিষয়ে সহযোগিতার আশ্বাস দিয়েছেন।: [9, 1070, 81, 1368]
article: [6, 1050, 84, 1368]
article-body: প্রাপ্ত তথ্য অনুযায়ী স্থানীয় প্রশাসনের পক্ষ থেকে জানানো হয়েছে যে বিষয়টি নিয়ে তদন্ত শুরু হয়েছে এবং দোষীদের বিরুদ্ধে যথাযথ আইনগত ব্যবস্থা নেওয়া হবে। এলাকাবাসী দ্রুত বিচার দাবি করেছেন এবং পরিস্থিতি এখন নিয়ন্ত্রণে রয়েছে বলে জানিয়েছে পুলিশ। সংশ্লিষ্ট কর্মকর্তারা ঘটনাস্থল পরিদর্শন করেছেন এবং প্রয়োজনীয় নির্দেশনা প্রদান করেছেন। স্থানীয় জনপ্রতিনিধিরাও এ বিষয়ে সহযোগিতার আশ্বাস দিয়েছেন। প্রাপ্ত তথ্য অনুযায়ী স্থানীয় প্রশাসনের পক্ষ থেকে জানানো হয়েছে যে বিষয়টি নিয়ে তদন্ত শুরু হয়েছে এবং দোষীদের বিরুদ্ধে যথাযথ আইনগত ব্যবস্থা নেওয়া হবে। এলাকাবাসী দ্রুত বিচার দাবি করেছেন এবং পরিস্থিতি এখন নিয়ন্ত্রণে রয়েছে বলে জানিয়েছে পুলিশ। সংশ্লিষ্ট কর্মকর্তারা ঘটনাস্থল পরিদর্শন করেছেন এবং প্রয়োজনীয় নির্দেশনা প্রদান করেছেন। স্থানীয় জনপ্রতিনিধিরাও এ বিষয়ে সহযোগিতার আশ্বাস দিয়েছেন।: [419, 1167, 491, 1316]
article-dateline: দেশ বর্তমান ডেস্ক: [441, 968, 469, 974]
divider: [419, 389, 491, 390]
article: [416, 216, 494, 385]
article-body: প্রাপ্ত তথ্য অনুযায়ী স্থানীয় প্রশাসনের পক্ষ থেকে জানানো হয়েছে যে বিষয়টি নিয়ে তদন্ত শুরু হয়েছে এবং দোষীদের বিরুদ্ধে যথাযথ আইনগত ব্যবস্থা নেওয়া হবে। এলাকাবাসী দ্রুত বিচার দাবি করেছেন এবং পরিস্থিতি এখন নিয়ন্ত্রণে রয়েছে বলে জানিয়েছে পুলিশ। সংশ্লিষ্ট কর্মকর্তারা ঘটনাস্থল পরিদর্শন করেছেন এবং প্রয়োজনীয় নির্দেশনা প্রদান করেছেন। স্থানীয় জনপ্রতিনিধিরাও এ বিষয়ে সহযোগিতার আশ্বাস দিয়েছেন। প্রাপ্ত তথ্য অনুযায়ী স্থানীয় প্রশাসনের পক্ষ থেকে জানানো হয়েছে যে বিষয়টি নিয়ে তদন্ত শুরু হয়েছে এবং দোষীদের বিরুদ্ধে যথাযথ আইনগত ব্যবস্থা নেওয়া হবে। এলাকাবাসী দ্রুত বিচার দাবি করেছেন এবং পরিস্থিতি এখন নিয়ন্ত্রণে রয়েছে বলে জানিয়েছে পুলিশ। সংশ্লিষ্ট কর্মকর্তারা ঘটনাস্থল পরিদর্শন করেছেন এবং প্রয়োজনীয় নির্দেশনা প্রদান করেছেন। স্থানীয় জনপ্রতিনিধিরাও এ বিষয়ে সহযোগিতার আশ্বাস দিয়েছেন।: [419, 794, 491, 944]
article-body: প্রাপ্ত তথ্য অনুযায়ী স্থানীয় প্রশাসনের পক্ষ থেকে জানানো হয়েছে যে বিষয়টি নিয়ে তদন্ত শুরু হয়েছে এবং দোষীদের বিরুদ্ধে যথাযথ আইনগত ব্যবস্থা নেওয়া হবে। এলাকাবাসী দ্রুত বিচার দাবি করেছেন এবং পরিস্থিতি এখন নিয়ন্ত্রণে রয়েছে বলে জানিয়েছে পুলিশ। সংশ্লিষ্ট কর্মকর্তারা ঘটনাস্থল পরিদর্শন করেছেন এবং প্রয়োজনীয় নির্দেশনা প্রদান করেছেন। স্থানীয় জনপ্রতিনিধিরাও এ বিষয়ে সহযোগিতার আশ্বাস দিয়েছেন। প্রাপ্ত তথ্য অনুযায়ী স্থানীয় প্রশাসনের পক্ষ থেকে জানানো হয়েছে যে বিষয়টি নিয়ে তদন্ত শুরু হয়েছে এবং দোষীদের বিরুদ্ধে যথাযথ আইনগত ব্যবস্থা নেওয়া হবে। এলাকাবাসী দ্রুত বিচার দাবি করেছেন এবং পরিস্থিতি এখন নিয়ন্ত্রণে রয়েছে বলে জানিয়েছে পুলিশ। সংশ্লিষ্ট কর্মকর্তারা ঘটনাস্থল পরিদর্শন করেছেন এবং প্রয়োজনীয় নির্দেশনা প্রদান করেছেন। স্থানীয় জনপ্রতিনিধিরাও এ বিষয়ে সহযোগিতার আশ্বাস দিয়েছেন।: [422, 976, 488, 1138]
article: [337, 941, 409, 1130]
article: [416, 599, 494, 768]
article: [170, 40, 248, 435]
divider: [419, 948, 491, 949]
divider: [173, 439, 245, 440]
article-headline[interactable]: বিএমইটির ৯: [268, 1058, 314, 1069]
article-dateline: দেশ বর্তমান ডেস্ক: [359, 409, 387, 415]
divider: [419, 772, 491, 773]
article-headline[interactable]: খলিষ্ঠালের মাথাকে: [271, 695, 311, 717]
article-dateline: দেশ বর্তমান ডেস্ক: [113, 52, 141, 57]
